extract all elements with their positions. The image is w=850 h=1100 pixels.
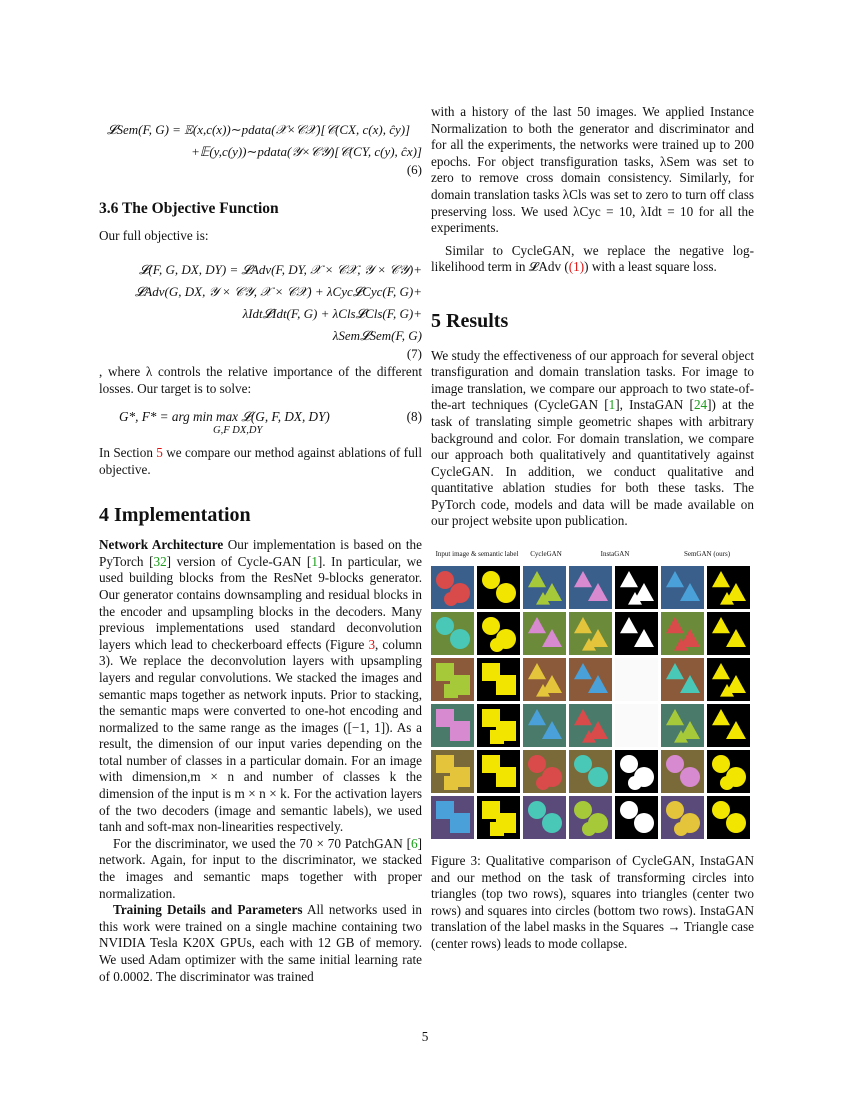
section-3-6-intro: Our full objective is: xyxy=(99,227,209,243)
figure-thumbnail xyxy=(707,704,750,747)
figure-thumbnail xyxy=(523,658,566,701)
figure-thumbnail xyxy=(661,658,704,701)
figure-thumbnail xyxy=(707,658,750,701)
figure-thumbnail xyxy=(477,796,520,839)
equation-7-line-2: 𝓛Adv(G, DX, 𝒴 × 𝒞𝒴, 𝒳 × 𝒞𝒳) + λCyc𝓛Cyc(F, G)+ xyxy=(134,284,422,300)
page-number: 5 xyxy=(421,1029,429,1044)
lsq-text-b: ) with a least square loss. xyxy=(584,259,717,275)
results-paragraph xyxy=(431,348,754,531)
section-5-link[interactable]: 5 xyxy=(156,445,163,461)
equation-6-number: (6) xyxy=(406,162,422,177)
figure-thumbnail xyxy=(477,704,520,747)
figure-thumbnail xyxy=(615,796,658,839)
figure-thumbnail xyxy=(523,750,566,793)
figure-thumbnail xyxy=(707,796,750,839)
results-text-b: ], InstaGAN [ xyxy=(615,397,694,413)
citation-1-results[interactable]: 1 xyxy=(608,397,616,413)
figure-3-column-headers xyxy=(431,548,754,560)
figure-thumbnail xyxy=(615,612,658,655)
training-details-runin: Training Details and Parameters xyxy=(113,902,303,918)
equation-8-subscripts: G,F DX,DY xyxy=(213,425,263,437)
figure-thumbnail xyxy=(569,796,612,839)
figure-thumbnail xyxy=(707,750,750,793)
citation-32[interactable]: 32 xyxy=(153,553,167,569)
figure-thumbnail xyxy=(431,658,474,701)
training-continued-paragraph: with a history of the last 50 images. We applied Instance Normalization to both the generator and discriminator and for all the experiments, the networks were trained up to 200 epochs. For object transfiguration tasks, λSem was set to zero to remove cross domain consistency. Similarly, for domain translation tasks λCls was set to zero to turn off class preserving loss. We used λCyc = 10, λIdt = 10 for all the experiments. xyxy=(431,104,754,236)
figure-thumbnail xyxy=(431,796,474,839)
right-column xyxy=(431,104,754,953)
figure-thumbnail xyxy=(477,750,520,793)
net-arch-text-b: ] version of Cycle-GAN [ xyxy=(166,553,312,569)
figure-header-semgan: SemGAN (ours) xyxy=(683,549,731,558)
figure-thumbnail xyxy=(615,750,658,793)
figure-thumbnail xyxy=(523,566,566,609)
equation-8-number: (8) xyxy=(406,409,422,425)
figure-thumbnail xyxy=(707,566,750,609)
figure-thumbnail xyxy=(523,796,566,839)
results-text-a: We study the effectiveness of our approach for several object transfiguration and domain translation tasks. For image to image translation, we compare our approach to two state-of-the-art techniques (CycleGAN [ xyxy=(431,347,754,413)
figure-header-input: Input image & semantic label xyxy=(435,549,519,558)
citation-1[interactable]: 1 xyxy=(311,553,318,569)
figure-thumbnail xyxy=(661,750,704,793)
figure-header-cyclegan: CycleGAN xyxy=(530,549,562,558)
net-arch-text-c: ]. In particular, we used building blocks from the ResNet 9-blocks generator. Our generator contains downsampling and residual blocks in the encoder and upsampling blocks in the decoders. Many previous implementations used standard deconvolution layers which lead to checkerboard effects (Figure xyxy=(99,553,422,652)
figure-thumbnail xyxy=(477,658,520,701)
section-4-heading: 4 Implementation xyxy=(99,503,251,526)
figure-thumbnail xyxy=(569,704,612,747)
figure-thumbnail xyxy=(661,612,704,655)
figure-thumbnail xyxy=(661,796,704,839)
citation-24[interactable]: 24 xyxy=(693,397,708,413)
equation-6-line-2: +𝔼(y,c(y))∼pdata(𝒴×𝒞𝒴)[𝒞(CY, c(y), ĉx)] xyxy=(191,144,422,159)
figure-thumbnail xyxy=(615,704,658,747)
discriminator-paragraph xyxy=(99,836,422,902)
network-architecture-paragraph xyxy=(99,537,422,836)
figure-thumbnail xyxy=(431,750,474,793)
equation-8 xyxy=(99,405,422,435)
equation-7-number: (7) xyxy=(406,346,422,362)
net-arch-text-d: , column 3). We replace the deconvolution layers with upsampling layers and regular convolutions. We stacked the images and semantic maps together as network inputs. Prior to stacking, the semantic maps were converted to one-hot encoding and normalized to the same range as the images ([−1, 1]). As a result, the dimension of our input varies depending on the total number of classes in a particular domain. For an image with dimension,m × n and number of classes k the dimension of the input is m × n × k. For the activation layers of the two decoders (image and semantic labels), we used tanh and soft-max non-linearities respectively. xyxy=(99,636,422,835)
figure-3-caption: Figure 3: Qualitative comparison of CycleGAN, InstaGAN and our method on the task of transforming circles into triangles (top two rows), squares into triangles (center two rows) and squares into circles (bottom two rows). InstaGAN translation of the label masks in the Squares → Triangle case (center rows) leads to mode collapse. xyxy=(431,853,754,952)
figure-thumbnail xyxy=(707,612,750,655)
net-arch-text-a: Our implementation is based on the PyTorch [ xyxy=(99,537,422,569)
training-details-text: All networks used in this work were trained on a single machine containing two NVIDIA Tesla K20X GPUs, each with 12 GB of memory. We used Adam optimizer with the same initial learning rate of 0.0002. The discriminator was trained xyxy=(99,902,422,984)
least-square-paragraph xyxy=(431,243,754,276)
lsq-text-a: Similar to CycleGAN, we replace the negative log-likelihood term in 𝓛Adv ( xyxy=(431,242,754,275)
disc-text-b: ] network. Again, for input to the discriminator, we stacked the images and semantic maps together with proper normalization. xyxy=(99,835,422,901)
network-architecture-runin: Network Architecture xyxy=(99,537,224,553)
equation-6 xyxy=(99,104,422,177)
figure-thumbnail xyxy=(431,704,474,747)
figure-thumbnail xyxy=(661,704,704,747)
figure-thumbnail xyxy=(661,566,704,609)
figure-thumbnail xyxy=(615,566,658,609)
section-ref-text-end: we compare our method against ablations of full objective. xyxy=(99,445,422,477)
after-equation-7-text: , where λ controls the relative importance of the different losses. Our target is to solve: xyxy=(99,364,422,396)
figure-3 xyxy=(431,548,754,839)
figure-thumbnail xyxy=(615,658,658,701)
left-column xyxy=(99,104,422,985)
figure-thumbnail xyxy=(569,750,612,793)
figure-thumbnail xyxy=(477,566,520,609)
citation-6[interactable]: 6 xyxy=(411,835,418,851)
figure-thumbnail xyxy=(569,612,612,655)
figure-3-image-grid xyxy=(431,566,754,839)
figure-thumbnail xyxy=(569,566,612,609)
equation-7 xyxy=(99,262,422,362)
figure-thumbnail xyxy=(523,612,566,655)
figure-thumbnail xyxy=(431,566,474,609)
figure-thumbnail xyxy=(569,658,612,701)
figure-thumbnail xyxy=(431,612,474,655)
disc-text-a: For the discriminator, we used the 70 × 70 PatchGAN [ xyxy=(113,835,411,851)
results-text-c: ]) at the task of translating simple geometric shapes with arbitrary background and color. For domain translation, we compare our approach both qualitatively and quantitatively against CycleGAN. In addition, we conduct qualitative and quantitative ablation studies for both these tasks. The PyTorch code, models and data will be made available on our project website upon publication. xyxy=(431,397,755,529)
equation-1-link[interactable]: (1) xyxy=(568,259,585,275)
section-5-heading: 5 Results xyxy=(431,309,509,332)
figure-header-instagan: InstaGAN xyxy=(600,549,630,558)
section-3-6-heading: 3.6 The Objective Function xyxy=(99,200,279,217)
equation-7-line-1: 𝓛(F, G, DX, DY) = 𝓛Adv(F, DY, 𝒳 × 𝒞𝒳, 𝒴 × 𝒞𝒴)+ xyxy=(138,262,422,278)
equation-7-line-3: λIdt𝓛Idt(F, G) + λCls𝓛Cls(F, G)+ xyxy=(242,306,422,322)
figure-thumbnail xyxy=(477,612,520,655)
equation-8-body: G*, F* = arg min max 𝓛(G, F, DX, DY) xyxy=(119,409,330,425)
equation-7-line-4: λSem𝓛Sem(F, G) xyxy=(332,328,422,344)
section-ref-text: In Section xyxy=(99,445,157,461)
figure-thumbnail xyxy=(523,704,566,747)
section-reference-paragraph xyxy=(99,445,422,478)
equation-6-line-1: 𝓛Sem(F, G) = 𝔼(x,c(x))∼pdata(𝒳×𝒞𝒳)[𝒞(CX, c(x), ĉy)] xyxy=(107,122,411,137)
figure-3-link[interactable]: 3 xyxy=(368,636,376,652)
training-details-paragraph xyxy=(99,902,422,985)
